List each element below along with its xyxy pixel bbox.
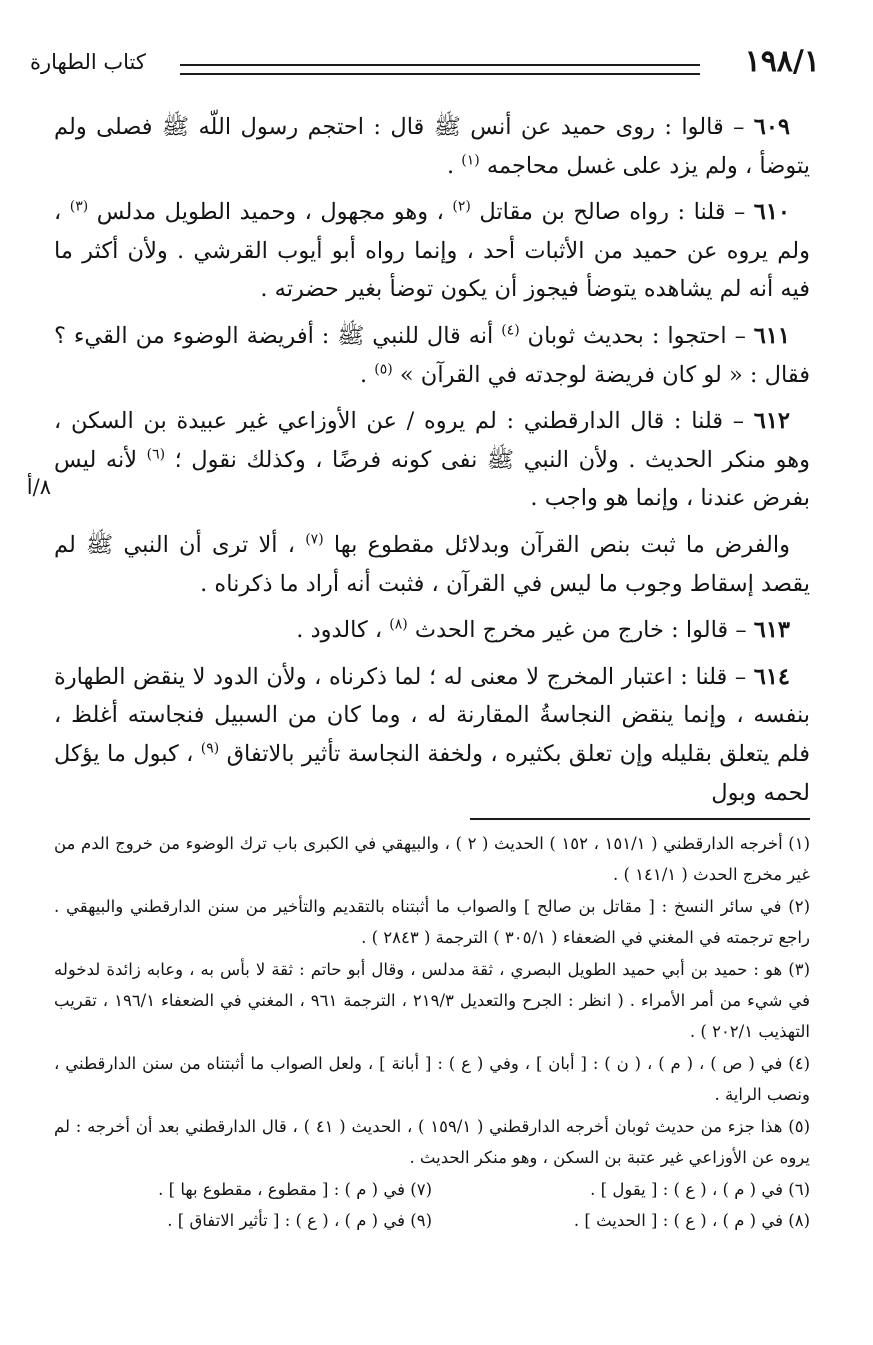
footnote-ref: (٢) — [452, 198, 471, 215]
footnote-5: (٥) هذا جزء من حديث ثوبان أخرجه الدارقطني ( ١٥٩/١ ) ، الحديث ( ٤١ ) ، قال الدارقطني بعد أن أخرجه : لم يروه عن الأوزاعي غير عتبة بن السكن ، وهو منكر الحديث . — [54, 1117, 810, 1167]
paragraph-text: . — [359, 361, 375, 388]
footnote-6: (٦) في ( م ) ، ( ع ) : [ يقول ] . — [590, 1180, 810, 1199]
paragraph-number: ٦١٢ — [753, 408, 790, 435]
footnote-separator — [470, 818, 810, 820]
footnote-ref: (٨) — [389, 616, 408, 633]
paragraph-text: لأنه ليس بفرض عندنا ، وإنما هو واجب . — [54, 446, 810, 512]
margin-folio-note: ٨/أ — [26, 475, 51, 499]
paragraph-number: ٦١٤ — [753, 663, 790, 690]
paragraph-text: – احتجوا : بحديث ثوبان — [519, 322, 754, 349]
paragraph-continuation — [54, 526, 810, 603]
page-number: ١٩٨/١ — [744, 44, 820, 79]
paragraph-text: ، ألا ترى أن النبي ﷺ لم يقصد إسقاط وجوب ما ليس في القرآن ، فثبت أنه أراد ما ذكرناه . — [54, 531, 810, 597]
footnote-7: (٧) في ( م ) : [ مقطوع ، مقطوع بها ] . — [158, 1180, 432, 1199]
paragraph-609 — [54, 108, 810, 185]
header-double-rule — [180, 64, 700, 75]
footnote-ref: (٩) — [200, 740, 220, 757]
paragraph-number: ٦١٠ — [753, 199, 790, 226]
footnote-4: (٤) في ( ص ) ، ( م ) ، ( ن ) : [ أبان ] ، وفي ( ع ) : [ أبانة ] ، ولعل الصواب ما أثبتناه من سنن الدارقطني ، ونصب الراية . — [54, 1054, 810, 1104]
footnote-ref: (٥) — [374, 361, 393, 378]
paragraph-text: أنه قال للنبي ﷺ : أفريضة الوضوء من القيء ؟ فقال : « لو كان فريضة لوجدته في القرآن » — [54, 322, 810, 388]
paragraph-text: ، كبول ما يؤكل لحمه وبول — [54, 740, 810, 806]
paragraph-number: ٦١٣ — [753, 617, 790, 644]
paragraph-text: – قلنا : قال الدارقطني : لم يروه / عن الأوزاعي غير عبيدة بن السكن ، وهو منكر الحديث . ولأن النبي ﷺ نفى كونه فرضًا ، وكذلك نقول ؛ — [54, 408, 810, 473]
paragraph-text: والفرض ما ثبت بنص القرآن وبدلائل مقطوع بها — [323, 531, 790, 558]
footnote-3: (٣) هو : حميد بن أبي حميد الطويل البصري ، ثقة مدلس ، وقال أبو حاتم : ثقة لا بأس به ، وعابه زائدة لدخوله في شيء من أمر الأمراء . ( انظر : الجرح والتعديل ٢١٩/٣ ، الترجمة ٩٦١ ، المغني في الضعفاء ١٩٦/١ ، تقريب التهذيب ٢٠٢/١ ) . — [54, 960, 811, 1041]
paragraph-text: ، كالدود . — [296, 617, 390, 644]
paragraph-text: . — [446, 152, 462, 179]
footnote-ref: (٣) — [69, 198, 89, 215]
main-text — [54, 108, 810, 820]
paragraph-614 — [54, 658, 810, 812]
footnote-row — [54, 1205, 810, 1236]
paragraph-610 — [54, 193, 810, 309]
paragraph-613 — [54, 611, 810, 650]
paragraph-text: ، وهو مجهول ، وحميد الطويل مدلس — [88, 199, 453, 226]
page-header — [30, 42, 820, 94]
paragraph-611 — [54, 317, 810, 394]
paragraph-text: – قالوا : خارج من غير مخرج الحدث — [407, 617, 754, 644]
paragraph-text: – قالوا : روى حميد عن أنس ﷺ قال : احتجم رسول اللّه ﷺ فصلى ولم يتوضأ ، ولم يزد على غسل محاجمه — [54, 114, 810, 179]
footnotes — [54, 828, 810, 1236]
footnote-ref: (١) — [461, 152, 480, 169]
footnote-row — [54, 1174, 810, 1205]
running-title: كتاب الطهارة — [30, 50, 146, 74]
footnote-9: (٩) في ( م ) ، ( ع ) : [ تأثير الاتفاق ] . — [167, 1211, 432, 1230]
paragraph-text: – قلنا : رواه صالح بن مقاتل — [470, 199, 754, 226]
footnote-8: (٨) في ( م ) ، ( ع ) : [ الحديث ] . — [573, 1211, 810, 1230]
footnote-2: (٢) في سائر النسخ : [ مقاتل بن صالح ] والصواب ما أثبتناه بالتقديم والتأخير من سنن الدارقطني والبيهقي . راجع ترجمته في المغني في الضعفاء ( ٣٠٥/١ ) الترجمة ( ٢٨٤٣ ) . — [54, 897, 810, 947]
paragraph-number: ٦٠٩ — [753, 114, 790, 140]
footnote-ref: (٦) — [146, 446, 166, 463]
paragraph-text: ، ولم يروه عن حميد من الأثبات أحد ، وإنما رواه أبو أيوب القرشي . ولأن أكثر ما فيه أنه لم يشاهده يتوضأ فيجوز أن يكون توضأ بغير حضرته . — [54, 199, 810, 303]
paragraph-number: ٦١١ — [753, 322, 790, 349]
footnote-ref: (٧) — [305, 531, 324, 548]
footnote-ref: (٤) — [501, 322, 520, 339]
footnote-1: (١) أخرجه الدارقطني ( ١٥١/١ ، ١٥٢ ) الحديث ( ٢ ) ، والبيهقي في الكبرى باب ترك الوضوء من خروج الدم من غير مخرج الحدث ( ١٤١/١ ) . — [54, 834, 810, 884]
paragraph-text: – قلنا : اعتبار المخرج لا معنى له ؛ لما ذكرناه ، ولأن الدود لا ينقض الطهارة بنفسه ، وإنما ينقض النجاسةُ المقارنة له ، وما كان من السبيل فنجاسته أغلظ ، فلم يتعلق بقليله وإن تعلق بكثيره ، ولخفة النجاسة تأثير بالاتفاق — [54, 663, 810, 767]
paragraph-612 — [54, 402, 810, 518]
